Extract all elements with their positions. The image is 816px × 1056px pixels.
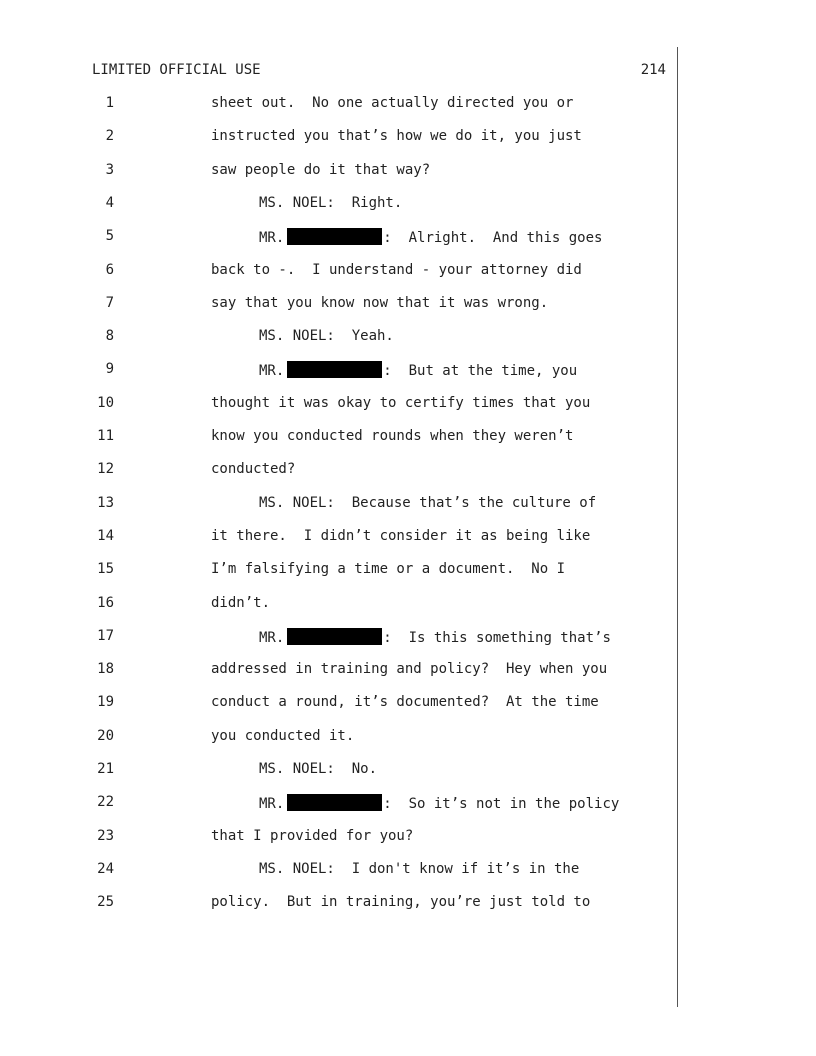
classification-header: LIMITED OFFICIAL USE [92, 62, 261, 78]
line-text [259, 328, 394, 344]
line-number: 21 [97, 761, 114, 777]
line-text [211, 728, 354, 744]
transcript-line [0, 694, 680, 714]
line-number: 16 [97, 595, 114, 611]
transcript-line [0, 461, 680, 481]
line-text-segment: didn’t. [211, 595, 271, 611]
line-text-segment: saw people do it that way? [211, 162, 431, 178]
transcript-line [0, 561, 680, 581]
line-text [211, 561, 565, 577]
line-text-segment: : But at the time, you [383, 363, 578, 379]
line-text-segment: : So it’s not in the policy [383, 796, 620, 812]
line-text [259, 495, 596, 511]
line-number: 5 [105, 228, 114, 244]
line-number: 17 [97, 628, 114, 644]
page-number: 214 [640, 62, 666, 78]
line-text-segment: MS. NOEL: Right. [259, 195, 403, 211]
line-number: 15 [97, 561, 114, 577]
line-number: 12 [97, 461, 114, 477]
line-text [259, 761, 377, 777]
line-number: 22 [97, 794, 114, 810]
line-number: 20 [97, 728, 114, 744]
line-number: 2 [105, 128, 114, 144]
line-text [211, 162, 430, 178]
line-text-segment: MS. NOEL: No. [259, 761, 378, 777]
line-text [211, 428, 573, 444]
line-text-segment: conducted? [211, 461, 296, 477]
line-number: 6 [105, 262, 114, 278]
redaction-block [287, 628, 382, 645]
redaction-block [287, 794, 382, 811]
line-text-segment: addressed in training and policy? Hey when you [211, 661, 608, 677]
line-text-segment: MS. NOEL: Yeah. [259, 328, 394, 344]
line-text-segment: say that you know now that it was wrong. [211, 295, 549, 311]
line-number: 8 [105, 328, 114, 344]
line-text-segment: sheet out. No one actually directed you or [211, 95, 574, 111]
line-text-segment: MS. NOEL: I don't know if it’s in the [259, 861, 580, 877]
line-number: 1 [105, 95, 114, 111]
transcript-line [0, 361, 680, 381]
transcript-line [0, 195, 680, 215]
line-number: 7 [105, 295, 114, 311]
line-text-segment: MR. [259, 230, 285, 246]
transcript-line [0, 128, 680, 148]
line-text [259, 861, 579, 877]
line-text [211, 528, 590, 544]
line-text [211, 894, 590, 910]
line-text [211, 128, 582, 144]
line-text-segment: policy. But in training, you’re just told to [211, 894, 591, 910]
line-number: 23 [97, 828, 114, 844]
transcript-line [0, 328, 680, 348]
transcript-line [0, 861, 680, 881]
transcript-line [0, 262, 680, 282]
line-text-segment: back to -. I understand - your attorney did [211, 262, 582, 278]
line-number: 9 [105, 361, 114, 377]
line-number: 13 [97, 495, 114, 511]
line-text [211, 262, 582, 278]
line-number: 24 [97, 861, 114, 877]
line-text-segment: MR. [259, 630, 285, 646]
line-number: 4 [105, 195, 114, 211]
line-number: 3 [105, 162, 114, 178]
line-text [211, 595, 270, 611]
transcript-line [0, 761, 680, 781]
redaction-block [287, 361, 382, 378]
line-text-segment: thought it was okay to certify times that you [211, 395, 591, 411]
line-text [211, 828, 413, 844]
transcript-line [0, 894, 680, 914]
transcript-line [0, 661, 680, 681]
transcript-line [0, 95, 680, 115]
line-text-segment: : Is this something that’s [383, 630, 611, 646]
line-number: 10 [97, 395, 114, 411]
line-text [211, 295, 548, 311]
line-text [259, 195, 402, 211]
line-text [259, 628, 611, 646]
line-text [211, 95, 573, 111]
line-number: 18 [97, 661, 114, 677]
line-number: 25 [97, 894, 114, 910]
line-text [259, 794, 619, 812]
line-text-segment: that I provided for you? [211, 828, 414, 844]
line-text-segment: know you conducted rounds when they weren’t [211, 428, 574, 444]
line-text [211, 461, 295, 477]
line-text-segment: I’m falsifying a time or a document. No I [211, 561, 566, 577]
line-text-segment: MS. NOEL: Because that’s the culture of [259, 495, 597, 511]
transcript-line [0, 295, 680, 315]
transcript-line [0, 628, 680, 648]
line-text [211, 661, 607, 677]
transcript-line [0, 828, 680, 848]
line-text-segment: : Alright. And this goes [383, 230, 603, 246]
transcript-line [0, 528, 680, 548]
transcript-line [0, 428, 680, 448]
line-text-segment: MR. [259, 796, 285, 812]
line-text-segment: conduct a round, it’s documented? At the time [211, 694, 599, 710]
line-text-segment: it there. I didn’t consider it as being like [211, 528, 591, 544]
line-text [211, 395, 590, 411]
transcript-line [0, 728, 680, 748]
line-text [259, 228, 602, 246]
line-text-segment: MR. [259, 363, 285, 379]
line-number: 11 [97, 428, 114, 444]
line-text [259, 361, 577, 379]
transcript-line [0, 228, 680, 248]
redaction-block [287, 228, 382, 245]
transcript-line [0, 794, 680, 814]
transcript-line [0, 395, 680, 415]
transcript-line [0, 162, 680, 182]
transcript-line [0, 595, 680, 615]
line-number: 14 [97, 528, 114, 544]
line-number: 19 [97, 694, 114, 710]
line-text-segment: instructed you that’s how we do it, you just [211, 128, 582, 144]
line-text-segment: you conducted it. [211, 728, 355, 744]
line-text [211, 694, 599, 710]
transcript-line [0, 495, 680, 515]
